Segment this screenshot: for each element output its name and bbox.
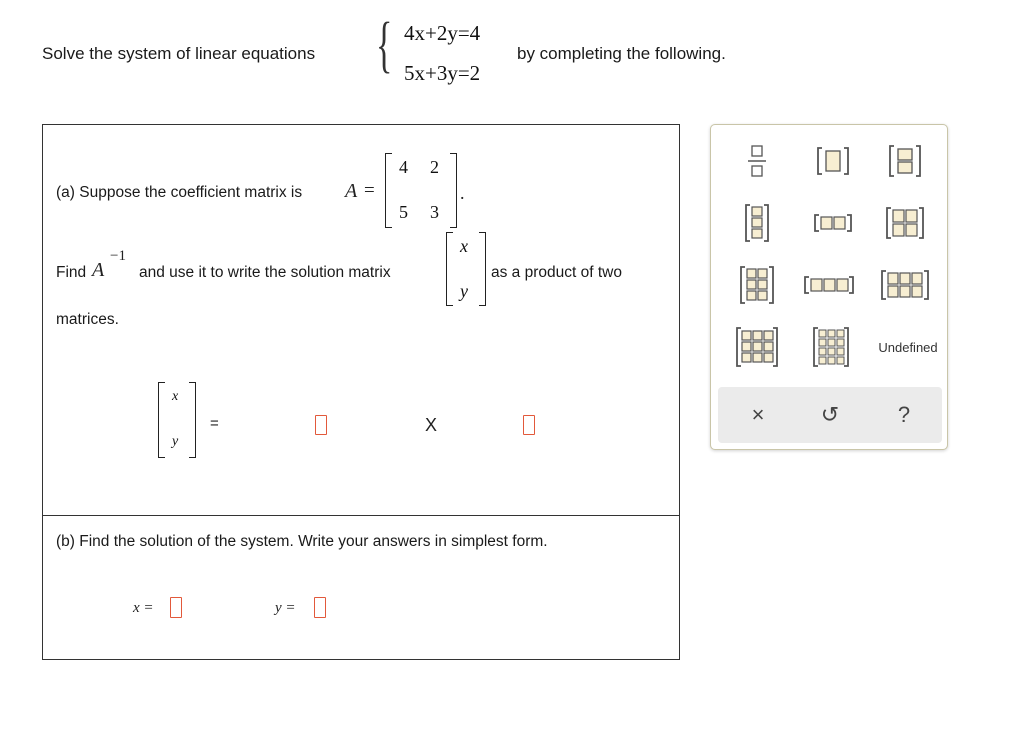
y-answer-slot[interactable] xyxy=(314,597,326,618)
palette-toolbar xyxy=(718,387,942,443)
matrix-symbol-a: A xyxy=(345,180,358,202)
help-icon[interactable]: ? xyxy=(897,402,911,427)
matrix-1x3-icon[interactable] xyxy=(799,261,859,309)
solution-matrix xyxy=(446,232,486,306)
coefficient-matrix xyxy=(385,153,457,228)
problem-suffix: by completing the following. xyxy=(517,44,726,63)
lhs-var-x: x xyxy=(172,389,179,404)
matrix-2x2-icon[interactable] xyxy=(875,199,935,247)
system-brace: { xyxy=(376,11,393,79)
matrix-3x3-icon[interactable] xyxy=(727,323,787,371)
find-label: Find xyxy=(56,264,87,281)
solution-var-y: y xyxy=(460,281,468,301)
matrix-1x1-icon[interactable] xyxy=(803,137,863,185)
inverse-matrix-answer-slot[interactable] xyxy=(315,415,327,435)
matrix-2x3-icon[interactable] xyxy=(875,261,935,309)
undo-icon[interactable]: ↺ xyxy=(820,402,840,427)
inverse-exponent: −1 xyxy=(110,248,126,264)
lhs-var-y: y xyxy=(172,434,179,449)
undefined-button[interactable]: Undefined xyxy=(878,339,938,355)
x-answer-label: x = xyxy=(133,600,154,616)
matrix-1x2-icon[interactable] xyxy=(803,199,863,247)
part-a-matrices-text: matrices. xyxy=(56,311,119,328)
problem-prefix: Solve the system of linear equations xyxy=(42,44,316,63)
matrix-3x2-icon[interactable] xyxy=(727,261,787,309)
part-a-end-text: as a product of two xyxy=(491,264,622,281)
matrix-4x3-icon[interactable] xyxy=(801,323,861,371)
answer-lhs-matrix xyxy=(158,382,196,458)
times-sign: X xyxy=(425,415,438,435)
matrix-2x1-icon[interactable] xyxy=(875,137,935,185)
matrix-cell: 5 xyxy=(399,202,408,222)
equation-1: 4x+2y=4 xyxy=(404,21,481,45)
part-a-box xyxy=(42,124,680,516)
answer-equals-sign: = xyxy=(210,415,219,432)
y-answer-label: y = xyxy=(275,600,296,616)
part-b-instruction: (b) Find the solution of the system. Write your answers in simplest form. xyxy=(56,533,548,550)
matrix-cell: 4 xyxy=(399,157,408,177)
clear-icon[interactable]: × xyxy=(751,402,765,427)
equation-2: 5x+3y=2 xyxy=(404,61,481,85)
x-answer-slot[interactable] xyxy=(170,597,182,618)
part-a-middle-text: and use it to write the solution matrix xyxy=(139,264,391,281)
constant-matrix-answer-slot[interactable] xyxy=(523,415,535,435)
matrix-cell: 3 xyxy=(430,202,439,222)
template-palette xyxy=(710,124,948,450)
matrix-3x1-icon[interactable] xyxy=(727,199,787,247)
part-a-intro: (a) Suppose the coefficient matrix is xyxy=(56,184,303,201)
inverse-base: A xyxy=(92,259,105,281)
matrix-cell: 2 xyxy=(430,157,439,177)
matrix-equals: = xyxy=(364,180,375,201)
fraction-template-icon[interactable] xyxy=(727,137,787,185)
solution-var-x: x xyxy=(460,236,468,256)
matrix-period: . xyxy=(460,183,465,203)
